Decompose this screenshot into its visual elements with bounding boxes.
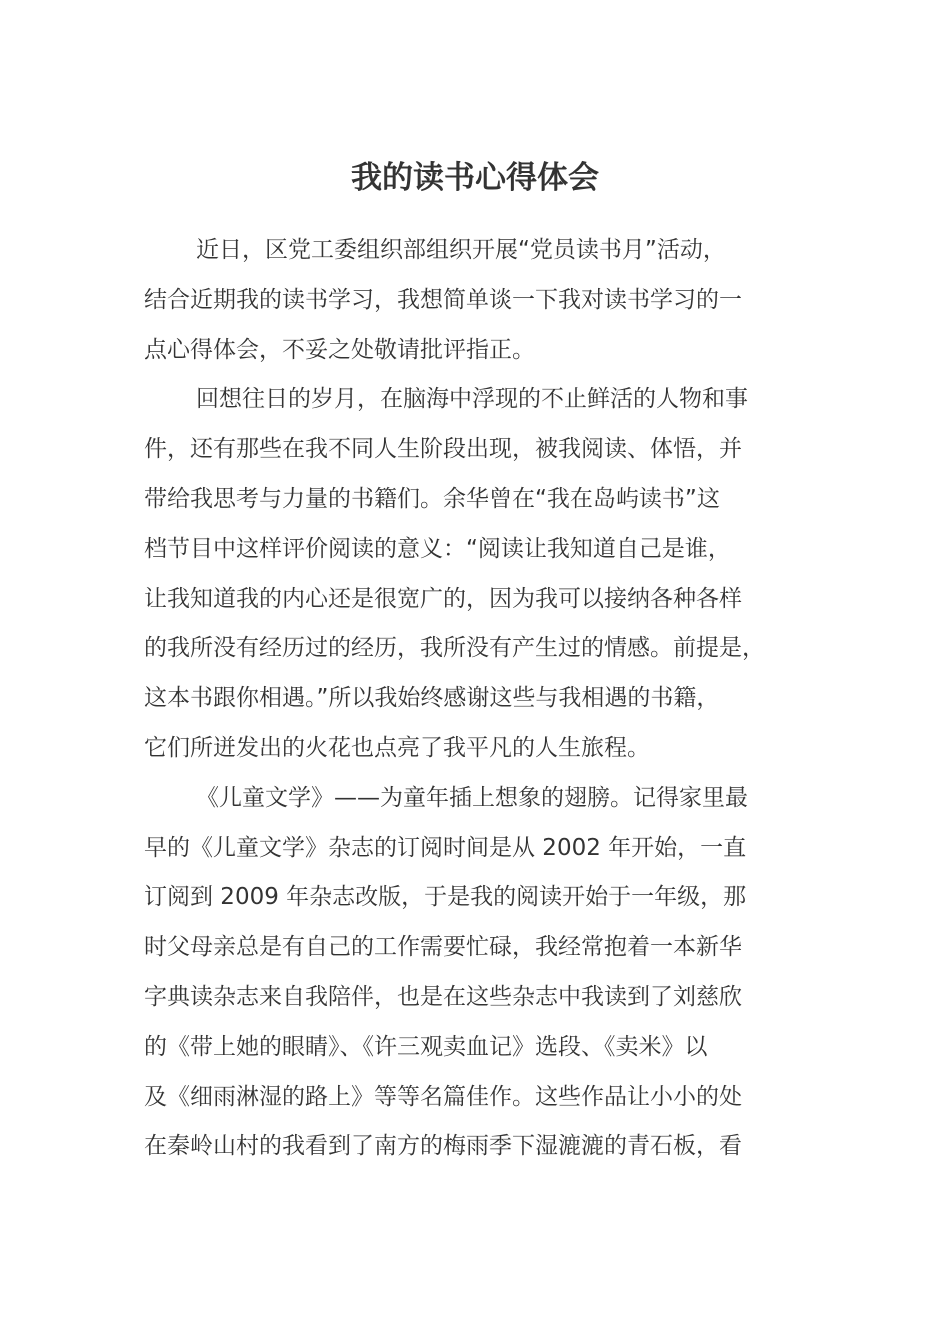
page-title: 我的读书心得体会 bbox=[351, 160, 599, 196]
text-line: 时父母亲总是有自己的工作需要忙碌，我经常抱着一本新华 bbox=[144, 934, 742, 961]
text-line: 订阅到 2009 年杂志改版，于是我的阅读开始于一年级，那 bbox=[144, 884, 747, 911]
text-line: 它们所迸发出的火花也点亮了我平凡的人生旅程。 bbox=[144, 734, 650, 761]
text-line: 的我所没有经历过的经历，我所没有产生过的情感。前提是， bbox=[144, 635, 765, 662]
text-line: 带给我思考与力量的书籍们。余华曾在“我在岛屿读书”这 bbox=[144, 485, 720, 512]
text-line: 在秦岭山村的我看到了南方的梅雨季下湿漉漉的青石板，看 bbox=[144, 1133, 742, 1160]
text-line: 点心得体会，不妥之处敬请批评指正。 bbox=[144, 336, 535, 363]
text-line: 及《细雨淋湿的路上》等等名篇佳作。这些作品让小小的处 bbox=[144, 1083, 742, 1110]
article-body bbox=[144, 226, 824, 1172]
text-line: 回想往日的岁月，在脑海中浮现的不止鲜活的人物和事 bbox=[196, 386, 748, 413]
text-line: 的《带上她的眼睛》、《许三观卖血记》选段、《卖米》以 bbox=[144, 1033, 708, 1060]
text-line: 件，还有那些在我不同人生阶段出现，被我阅读、体悟，并 bbox=[144, 436, 742, 463]
text-line: 让我知道我的内心还是很宽广的，因为我可以接纳各种各样 bbox=[144, 585, 742, 612]
text-line: 字典读杂志来自我陪伴，也是在这些杂志中我读到了刘慈欣 bbox=[144, 983, 742, 1010]
text-line: 早的《儿童文学》杂志的订阅时间是从 2002 年开始，一直 bbox=[144, 834, 747, 861]
text-line: 《儿童文学》——为童年插上想象的翅膀。记得家里最 bbox=[196, 784, 748, 811]
text-line: 结合近期我的读书学习，我想简单谈一下我对读书学习的一 bbox=[144, 286, 742, 313]
text-line: 近日，区党工委组织部组织开展“党员读书月”活动， bbox=[196, 237, 726, 263]
text-line: 这本书跟你相遇。”所以我始终感谢这些与我相遇的书籍， bbox=[144, 685, 720, 712]
text-line: 档节目中这样评价阅读的意义：“阅读让我知道自己是谁， bbox=[144, 535, 731, 562]
